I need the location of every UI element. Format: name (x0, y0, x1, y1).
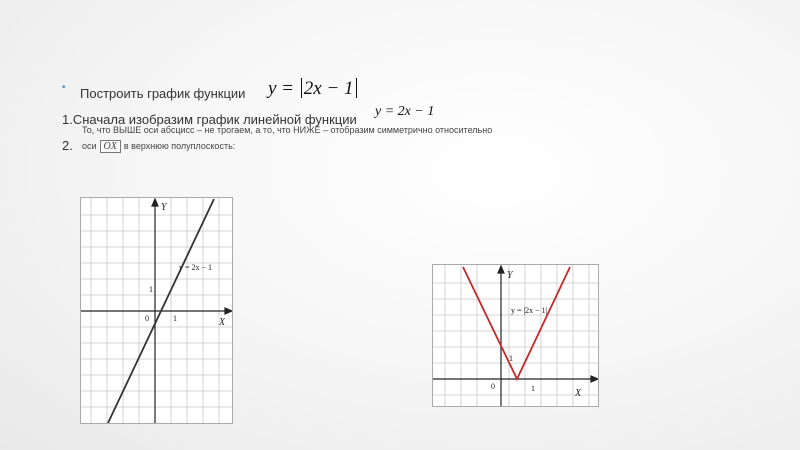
step2-line2-after: в верхнюю полуплоскость: (123, 141, 236, 151)
abs-bar-right (356, 78, 357, 98)
heading-formula (268, 78, 359, 100)
step2-number: 2. (62, 138, 73, 153)
graph-abs-origin: 0 (491, 382, 495, 391)
graph-linear-x-label: X (219, 317, 226, 328)
graph-abs-x-label: X (575, 388, 582, 399)
graph-abs-function-label: y = |2x − 1| (511, 306, 548, 315)
graph-linear-axes (81, 199, 232, 423)
heading-formula-left: y = (268, 78, 299, 99)
bullet-icon: • (62, 82, 66, 93)
step2-line1: То, что ВЫШЕ оси абсцисс – не трогаем, а то, что НИЖЕ – отобразим симметрично относительно (82, 125, 493, 135)
step1-text: 1.Сначала изобразим график линейной функции (62, 112, 357, 127)
graph-linear-origin: 0 (145, 314, 149, 323)
heading-text: Построить график функции (80, 86, 246, 101)
graph-abs-grid (433, 265, 598, 406)
graph-abs-line (463, 267, 570, 379)
axis-name-box: OX (100, 140, 121, 153)
graph-linear-x-unit: 1 (173, 314, 177, 323)
graph-linear-y-label: Y (161, 202, 167, 213)
step2-line2-before: оси (82, 141, 97, 151)
graph-linear-function-label: y = 2x − 1 (179, 263, 213, 272)
graph-linear-y-unit: 1 (149, 285, 153, 294)
graph-linear (80, 197, 233, 424)
step2-line2 (82, 140, 235, 153)
graph-abs-svg (433, 265, 598, 406)
step1-formula: y = 2x − 1 (375, 104, 435, 119)
graph-abs (432, 264, 599, 407)
graph-abs-y-label: Y (507, 270, 513, 281)
graph-linear-svg (81, 198, 232, 423)
graph-abs-y-unit: 1 (509, 354, 513, 363)
abs-bar-left (301, 78, 302, 98)
graph-abs-x-unit: 1 (531, 384, 535, 393)
heading-formula-inner: 2x − 1 (303, 78, 354, 99)
